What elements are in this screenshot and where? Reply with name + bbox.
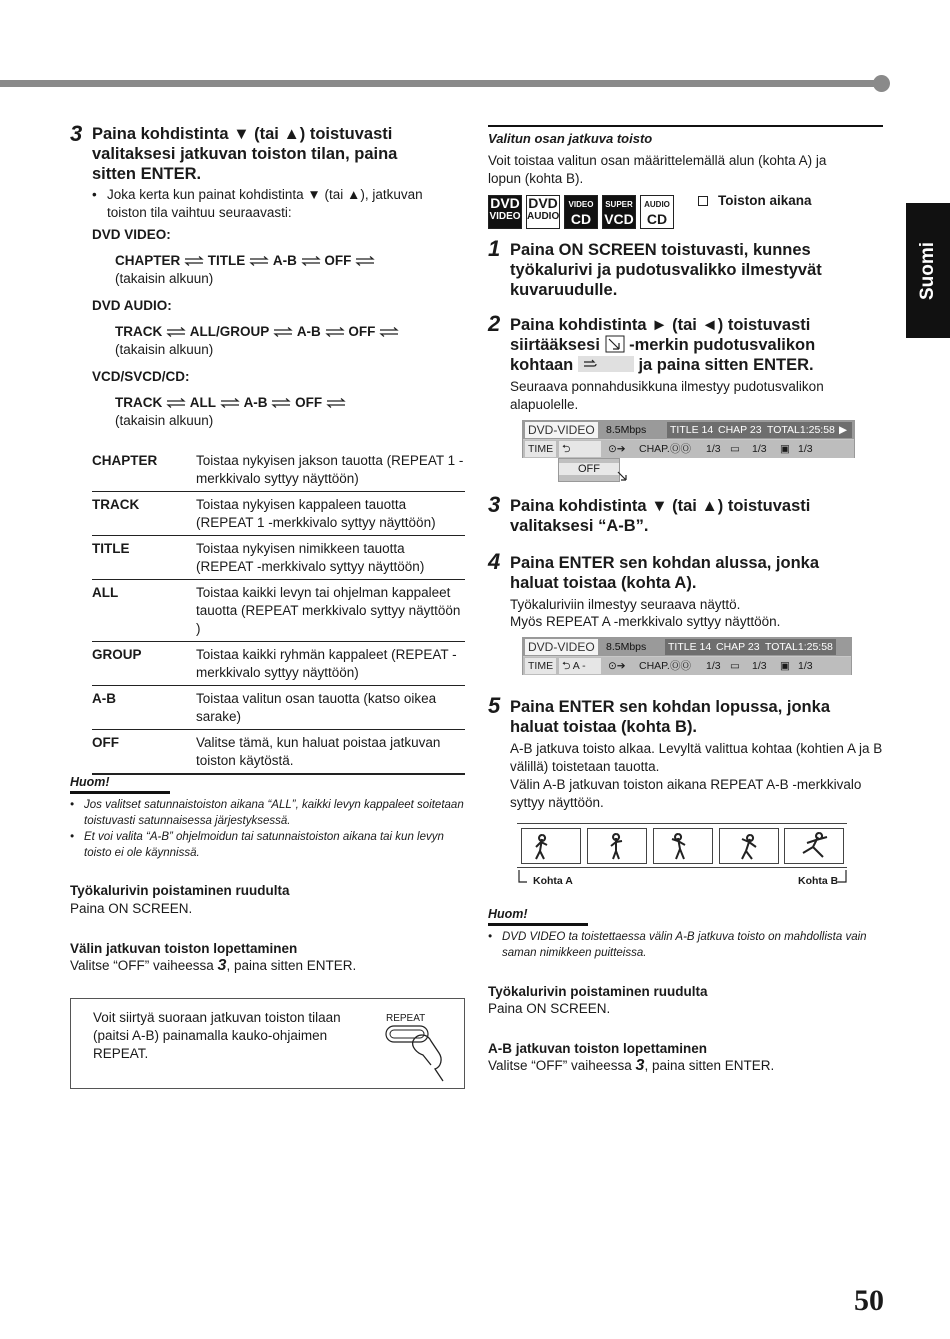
dvd-audio-badge: DVD AUDIO [526, 195, 560, 229]
osd-subtitle-icon[interactable]: ▭ [730, 443, 740, 455]
film-frame [521, 828, 581, 864]
repeat-mode-table [92, 448, 465, 775]
left-note-rule [70, 791, 170, 794]
repeat-button-label: REPEAT [386, 1013, 426, 1024]
section-intro: Voit toistaa valitun osan määrittelemällä alun (kohta A) ja lopun (kohta B). [488, 153, 827, 186]
point-b-label: Kohta B [798, 875, 839, 887]
right-step4-heading: Paina ENTER sen kohdan alussa, jonka haluat toistaa (kohta A). [510, 554, 820, 592]
osd-subtitle-value: 1/3 [752, 443, 767, 455]
osd-repeat-field[interactable]: ⮌ [559, 441, 601, 457]
top-rule-dot [873, 75, 890, 92]
right-step2-heading: Paina kohdistinta ► (tai ◄) toistuvasti siirtääksesi -merkin pudotusvalikon kohtaan ja paina sitten ENTER. [510, 316, 816, 374]
vcd-sequence: TRACK ALL A-B OFF (takaisin alkuun) [115, 394, 445, 430]
repeat-field-icon [578, 356, 634, 372]
audio-cd-badge: AUDIO CD [640, 195, 674, 229]
right-step5-number: 5 [488, 693, 501, 718]
film-frame [587, 828, 647, 864]
pointer-icon [616, 470, 628, 482]
point-b-marker-icon [836, 870, 848, 886]
right-step5-text: A-B jatkuva toisto alkaa. Levyltä valittua kohtaa (kohtien A ja B välillä) toistetaan tauotta. Välin A-B jatkuvan toiston aikana REPEAT A-B -merkkivalo syttyy näyttöön. [510, 741, 883, 810]
table-row [92, 730, 465, 775]
point-a-label: Kohta A [533, 875, 573, 887]
osd-angle-value: 1/3 [798, 443, 813, 455]
right-step1-heading: Paina ON SCREEN toistuvasti, kunnes työkalurivi ja pudotusvalikko ilmestyvät kuvaruudulle. [510, 241, 822, 299]
film-frame [653, 828, 713, 864]
top-rule [0, 80, 880, 87]
table-key: GROUP [92, 642, 196, 686]
osd-toolbar-1 [522, 420, 855, 458]
table-value: Valitse tämä, kun haluat poistaa jatkuvan toiston käytöstä. [196, 730, 465, 775]
left-note-item: • Et voi valita “A-B” ohjelmoidun tai satunnaistoiston aikana tai kun levyn toisto ei ole käynnissä. [70, 831, 444, 859]
right-step2-text: Seuraava ponnahdusikkuna ilmestyy pudotusvalikon alapuolelle. [510, 379, 824, 412]
right-remove-toolbar-text: Paina ON SCREEN. [488, 1001, 611, 1016]
remote-repeat-button-icon [383, 1023, 453, 1083]
cycle-arrow-icon [184, 256, 204, 266]
osd-audio-icon[interactable]: ⓄⓄ [670, 660, 691, 672]
osd-clock-icon[interactable]: ⊙➔ [608, 443, 626, 455]
right-step2-number: 2 [488, 311, 501, 336]
osd-audio-icon[interactable]: ⓄⓄ [670, 443, 691, 455]
vcd-label: VCD/SVCD/CD: [92, 369, 190, 384]
table-row [92, 686, 465, 730]
film-frame [784, 828, 844, 864]
cycle-arrow-icon [166, 327, 186, 337]
section-rule [488, 125, 883, 127]
cycle-arrow-icon [166, 398, 186, 408]
cycle-arrow-icon [249, 256, 269, 266]
repeat-popup-option[interactable]: OFF [559, 463, 619, 475]
cycle-arrow-icon [379, 327, 399, 337]
osd-toolbar-2 [522, 637, 852, 675]
during-playback-label: Toiston aikana [718, 193, 812, 208]
left-step3-bullet: • Joka kerta kun painat kohdistinta ▼ (tai ▲), jatkuvan toiston tila vaihtuu seuraavasti: [92, 187, 423, 220]
cycle-arrow-icon [220, 398, 240, 408]
table-value: Toistaa valitun osan tauotta (katso oikea sarake) [196, 686, 465, 730]
osd-rate: 8.5Mbps [606, 641, 647, 653]
point-a-marker-icon [517, 870, 529, 886]
right-note-rule [488, 923, 588, 926]
right-remove-toolbar-title: Työkalurivin poistaminen ruudulta [488, 984, 708, 999]
table-key: CHAPTER [92, 448, 196, 492]
table-row [92, 492, 465, 536]
super-vcd-badge: SUPER VCD [602, 195, 636, 229]
table-row [92, 536, 465, 580]
table-value: Toistaa nykyisen jakson tauotta (REPEAT 1 -merkkivalo syttyy näyttöön) [196, 448, 465, 492]
table-key: A-B [92, 686, 196, 730]
osd-angle-icon[interactable]: ▣ [780, 660, 790, 672]
repeat-tip-text: Voit siirtyä suoraan jatkuvan toiston tilaan (paitsi A-B) painamalla kauko-ohjaimen REPEAT. [93, 1010, 341, 1061]
osd-total: TOTAL1:25:58 [764, 422, 838, 438]
osd-repeat-field[interactable]: ⮌ A - [559, 658, 601, 674]
cycle-arrow-icon [301, 256, 321, 266]
osd-title: TITLE 14 [667, 422, 716, 438]
cycle-arrow-icon [271, 398, 291, 408]
table-value: Toistaa kaikki levyn tai ohjelman kappaleet tauotta (REPEAT merkkivalo syttyy näyttöön ) [196, 580, 465, 642]
right-step5-heading: Paina ENTER sen kohdan lopussa, jonka haluat toistaa (kohta B). [510, 698, 830, 736]
section-title: Valitun osan jatkuva toisto [488, 131, 653, 146]
table-key: OFF [92, 730, 196, 775]
left-note-title: Huom! [70, 775, 110, 789]
right-step4-number: 4 [488, 549, 501, 574]
stop-repeat-title: Välin jatkuvan toiston lopettaminen [70, 941, 298, 956]
stop-ab-text: Valitse “OFF” vaiheessa 3, paina sitten ENTER. [488, 1057, 775, 1074]
table-key: ALL [92, 580, 196, 642]
osd-subtitle-value: 1/3 [752, 660, 767, 672]
dvd-video-sequence: CHAPTER TITLE A-B OFF (takaisin alkuun) [115, 252, 445, 288]
osd-mode: DVD-VIDEO [525, 639, 598, 655]
osd-audio-value: 1/3 [706, 660, 721, 672]
osd-title: TITLE 14 [665, 639, 714, 655]
right-step4-text1: Työkaluriviin ilmestyy seuraava näyttö. [510, 597, 741, 612]
osd-play-icon[interactable]: ▶ [836, 422, 852, 438]
osd-total: TOTAL1:25:58 [762, 639, 836, 655]
dvd-audio-sequence: TRACK ALL/GROUP A-B OFF (takaisin alkuun) [115, 323, 445, 359]
dvd-video-badge: DVD VIDEO [488, 195, 522, 229]
osd-angle-value: 1/3 [798, 660, 813, 672]
repeat-menu-icon [605, 335, 625, 353]
language-tab [906, 203, 950, 338]
table-value: Toistaa kaikki ryhmän kappaleet (REPEAT -merkkivalo syttyy näyttöön) [196, 642, 465, 686]
video-cd-badge: VIDEO CD [564, 195, 598, 229]
cycle-arrow-icon [325, 327, 345, 337]
osd-angle-icon[interactable]: ▣ [780, 443, 790, 455]
table-value: Toistaa nykyisen kappaleen tauotta (REPEAT 1 -merkkivalo syttyy näyttöön) [196, 492, 465, 536]
film-frame [719, 828, 779, 864]
osd-time[interactable]: TIME [525, 658, 556, 674]
stop-ab-title: A-B jatkuvan toiston lopettaminen [488, 1041, 708, 1056]
osd-audio-value: 1/3 [706, 443, 721, 455]
film-strip [517, 823, 847, 868]
osd-chapter: CHAP 23 [715, 422, 765, 438]
osd-rate: 8.5Mbps [606, 424, 647, 436]
right-step1-number: 1 [488, 236, 501, 261]
dvd-video-label: DVD VIDEO: [92, 227, 171, 242]
left-remove-toolbar-title: Työkalurivin poistaminen ruudulta [70, 883, 290, 898]
table-row [92, 642, 465, 686]
table-row [92, 448, 465, 492]
left-step3-heading: Paina kohdistinta ▼ (tai ▲) toistuvasti valitaksesi jatkuvan toiston tilan, paina sitten ENTER. [92, 125, 398, 183]
right-step3-number: 3 [488, 492, 501, 517]
osd-mode: DVD-VIDEO [525, 422, 598, 438]
cycle-arrow-icon [355, 256, 375, 266]
right-note-item: • DVD VIDEO ta toistettaessa välin A-B jatkuva toisto on mahdollista vain saman nimikkeen puitteissa. [488, 931, 867, 959]
page-number: 50 [854, 1284, 884, 1317]
osd-subtitle-icon[interactable]: ▭ [730, 660, 740, 672]
repeat-tip-box [70, 998, 465, 1089]
stop-repeat-text: Valitse “OFF” vaiheessa 3, paina sitten ENTER. [70, 957, 357, 974]
cycle-arrow-icon [273, 327, 293, 337]
table-value: Toistaa nykyisen nimikkeen tauotta (REPEAT -merkkivalo syttyy näyttöön) [196, 536, 465, 580]
dvd-audio-label: DVD AUDIO: [92, 298, 172, 313]
osd-chapter: CHAP 23 [713, 639, 763, 655]
left-note-item: • Jos valitset satunnaistoiston aikana “ALL”, kaikki levyn kappaleet soitetaan toistuvasti satunnaisessa järjestyksessä. [70, 799, 464, 827]
checkbox-icon [698, 196, 708, 206]
left-remove-toolbar-text: Paina ON SCREEN. [70, 901, 193, 916]
osd-clock-icon[interactable]: ⊙➔ [608, 660, 626, 672]
right-step4-text2: Myös REPEAT A -merkkivalo syttyy näyttöön. [510, 614, 781, 629]
right-step3-heading: Paina kohdistinta ▼ (tai ▲) toistuvasti valitaksesi “A-B”. [510, 497, 811, 535]
table-key: TITLE [92, 536, 196, 580]
language-tab-label: Suomi [917, 241, 938, 300]
osd-chap-label[interactable]: CHAP. [639, 660, 670, 672]
cycle-arrow-icon [326, 398, 346, 408]
right-note-title: Huom! [488, 907, 528, 921]
repeat-popup[interactable] [558, 458, 620, 482]
osd-time[interactable]: TIME [525, 441, 556, 457]
left-step3-number: 3 [70, 121, 83, 146]
table-key: TRACK [92, 492, 196, 536]
osd-chap-label[interactable]: CHAP. [639, 443, 670, 455]
table-row [92, 580, 465, 642]
